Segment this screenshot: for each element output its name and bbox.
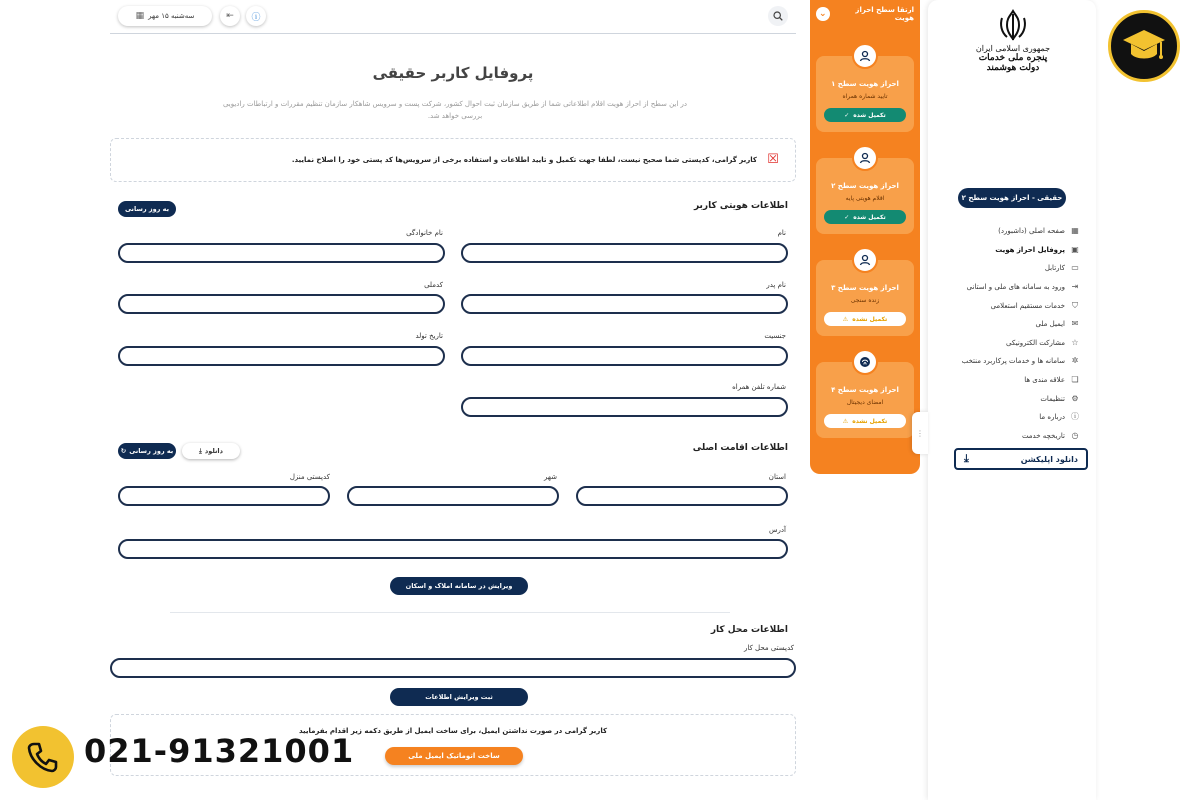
level-subtitle: امضای دیجیتال [846, 399, 884, 406]
level-status-button[interactable] [824, 108, 906, 122]
gender-label: جنسیت [764, 332, 786, 340]
bookmark-icon: ❏ [1071, 375, 1079, 385]
auth-level-badge: حقیقی - احراز هویت سطح ۲ [958, 188, 1066, 208]
sidebar-item-label: ایمیل ملی [1035, 320, 1065, 329]
email-info-text: کاربر گرامی در صورت نداشتن ایمیل، برای ساخت ایمیل از طریق دکمه زیر اقدام بفرمایید [298, 727, 608, 735]
apps-icon: ✲ [1071, 356, 1079, 366]
level-status-label: تکمیل شده [853, 111, 886, 119]
create-national-email-button[interactable] [385, 747, 523, 765]
id-card-icon: ▣ [1071, 244, 1079, 254]
submit-edit-button[interactable] [390, 688, 528, 706]
level-subtitle: اقلام هویتی پایه [845, 195, 885, 202]
level-subtitle: تایید شماره همراه [842, 93, 888, 100]
download-icon: ⤓ [964, 452, 969, 465]
home-postal-code-input[interactable] [118, 486, 330, 506]
sidebar-item-label: سامانه ها و خدمات پرکاربرد منتخب [961, 357, 1065, 366]
sidebar-item-label: ورود به سامانه های ملی و استانی [966, 283, 1065, 292]
level-title: احراز هویت سطح ۲ [831, 182, 899, 190]
sidebar-item-label: خدمات مستقیم استعلامی [990, 301, 1065, 310]
city-input[interactable] [347, 486, 559, 506]
phone-icon [26, 740, 60, 774]
postal-code-alert [110, 138, 796, 182]
graduation-cap-logo [1108, 10, 1180, 82]
birth-date-label: تاریخ تولد [415, 332, 443, 340]
residence-section-title: اطلاعات اقامت اصلی [692, 443, 788, 453]
iran-emblem-icon [996, 8, 1030, 42]
check-icon: ✓ [844, 213, 850, 221]
chevron-down-icon: ⌄ [816, 7, 830, 21]
sidebar-item-label: تاریخچه خدمت [1021, 431, 1065, 440]
edit-property-label: ویرایش در سامانه املاک و اسکان [405, 582, 513, 590]
update-label: به روز رسانی [129, 447, 174, 455]
father-name-label: نام پدر [766, 281, 786, 289]
sidebar-item-national-email[interactable] [948, 315, 1080, 334]
first-name-label: نام [777, 229, 786, 237]
sidebar-item-label: درباره ما [1039, 413, 1065, 422]
download-label: دانلود [204, 447, 223, 455]
mail-icon: ✉ [1071, 319, 1079, 329]
sidebar-item-label: صفحه اصلی (داشبورد) [998, 227, 1065, 236]
user-icon [852, 43, 878, 69]
address-label: آدرس [769, 526, 786, 534]
gear-icon: ⚙ [1071, 393, 1079, 403]
mobile-input[interactable] [461, 397, 788, 417]
history-icon: ◷ [1071, 430, 1079, 440]
login-icon: ⇥ [1071, 282, 1079, 292]
national-code-input[interactable] [118, 294, 445, 314]
logout-icon: ⇤ [226, 11, 234, 21]
check-icon: ✓ [844, 111, 850, 119]
sidebar-item-label: تنظیمات [1040, 394, 1065, 403]
sidebar-item-popular-services[interactable] [948, 352, 1080, 371]
level-card-1 [816, 56, 914, 132]
level-title: احراز هویت سطح ۳ [831, 284, 899, 292]
refresh-icon: ↻ [120, 447, 127, 455]
sidebar-item-about[interactable] [948, 408, 1080, 427]
search-button[interactable] [768, 6, 788, 26]
auth-levels-panel [810, 0, 920, 474]
update-label: به روز رسانی [124, 205, 170, 213]
address-input[interactable] [118, 539, 788, 559]
sidebar-item-e-participation[interactable] [948, 334, 1080, 353]
grip-icon: ⋮ [916, 428, 924, 438]
level-title: احراز هویت سطح ۴ [831, 386, 899, 394]
date-text: سه‌شنبه ۱۵ مهر [148, 12, 195, 20]
shield-icon: ⛉ [1072, 300, 1078, 310]
sidebar-item-national-systems[interactable] [948, 278, 1080, 297]
work-postal-code-input[interactable] [110, 658, 796, 678]
user-icon [852, 247, 878, 273]
levels-collapse-handle[interactable] [912, 412, 928, 454]
logout-button[interactable] [220, 6, 240, 26]
home-postal-code-label: کدپستی منزل [289, 473, 330, 481]
search-icon [773, 11, 783, 21]
identity-update-button[interactable] [118, 201, 176, 217]
work-postal-code-label: کدپستی محل کار [743, 644, 794, 652]
birth-date-input[interactable] [118, 346, 445, 366]
sidebar-item-cartable[interactable] [948, 259, 1080, 278]
gov-emblem-logo[interactable] [968, 8, 1058, 80]
calendar-icon: ▦ [135, 11, 145, 21]
sidebar-item-label: پروفایل احراز هویت [995, 245, 1065, 254]
levels-header[interactable] [816, 6, 914, 22]
create-email-label: ساخت اتوماتیک ایمیل ملی [408, 752, 500, 760]
national-code-label: کدملی [424, 281, 443, 289]
gender-input[interactable] [461, 346, 788, 366]
submit-edit-label: ثبت ویرایش اطلاعات [425, 693, 493, 701]
father-name-input[interactable] [461, 294, 788, 314]
level-status-label: تکمیل نشده [852, 417, 888, 425]
identity-section-title: اطلاعات هویتی کاربر [693, 201, 788, 211]
last-name-label: نام خانوادگی [406, 229, 443, 237]
level-card-2 [816, 158, 914, 234]
sidebar-item-dashboard[interactable] [948, 222, 1080, 241]
warning-icon: ⚠ [842, 315, 849, 323]
level-subtitle: زنده سنجی [850, 297, 880, 304]
section-divider [170, 612, 730, 613]
sidebar-item-service-history[interactable] [948, 427, 1080, 446]
sidebar-item-favorites[interactable] [948, 371, 1080, 390]
sidebar-item-label: مشارکت الکترونیکی [1006, 338, 1065, 347]
top-bar [110, 0, 796, 34]
phone-badge[interactable] [12, 726, 74, 788]
page-description: در این سطح از احراز هویت اقلام اطلاعاتی شما از طریق سازمان ثبت احوال کشور، شرکت پست و سرویس شاهکار سازمان تنظیم مقررات و ارتباطات رادیویی بررسی خواهد شد. [222, 100, 688, 120]
workplace-section-title: اطلاعات محل کار [710, 625, 788, 635]
level-status-button[interactable] [824, 312, 906, 326]
levels-header-title: ارتقا سطح احراز هویت [855, 6, 914, 22]
level-status-label: تکمیل شده [853, 213, 886, 221]
info-icon: ⓘ [1071, 412, 1079, 422]
download-icon: ⤓ [199, 446, 202, 455]
emblem-line-2: پنجره ملی خدمات دولت هوشمند [978, 53, 1048, 73]
page-title: پروفایل کاربر حقیقی [372, 64, 534, 82]
sidebar-item-label: علاقه مندی ها [1024, 376, 1065, 385]
emblem-line-1: جمهوری اسلامی ایران [975, 44, 1051, 53]
sidebar [928, 0, 1096, 800]
last-name-input[interactable] [118, 243, 445, 263]
sidebar-item-inquiry-services[interactable] [948, 296, 1080, 315]
edit-property-system-button[interactable] [390, 577, 528, 595]
download-app-label: دانلود اپلیکشن [1020, 454, 1078, 464]
mobile-label: شماره تلفن همراه [732, 383, 786, 391]
residence-download-button[interactable] [182, 443, 240, 459]
first-name-input[interactable] [461, 243, 788, 263]
support-phone-number[interactable]: 021-91321001 [84, 732, 355, 770]
sidebar-item-settings[interactable] [948, 389, 1080, 408]
level-status-button[interactable] [824, 210, 906, 224]
level-status-button[interactable] [824, 414, 906, 428]
level-card-4 [816, 362, 914, 438]
sidebar-menu [948, 222, 1080, 445]
inbox-icon: ▭ [1071, 263, 1079, 273]
fingerprint-icon [852, 349, 878, 375]
graduation-cap-icon [1121, 26, 1167, 66]
download-app-button[interactable] [954, 448, 1088, 470]
alert-text: کاربر گرامی، کدپستی شما صحیح نیست، لطفا جهت تکمیل و تایید اطلاعات و استفاده برخی از سرویس‌ها کد پستی خود را اصلاح نمایید. [291, 156, 757, 164]
info-icon: ⓘ [251, 12, 261, 23]
sidebar-item-label: کارتابل [1044, 264, 1065, 273]
city-label: شهر [544, 473, 557, 481]
star-icon: ☆ [1071, 337, 1079, 347]
province-label: استان [768, 473, 786, 481]
level-status-label: تکمیل نشده [852, 315, 888, 323]
warning-icon: ⚠ [842, 417, 849, 425]
user-icon [852, 145, 878, 171]
grid-icon: ▦ [1071, 226, 1079, 236]
error-close-icon: ☒ [767, 152, 779, 167]
level-title: احراز هویت سطح ۱ [831, 80, 899, 88]
help-button[interactable] [246, 6, 266, 26]
level-card-3 [816, 260, 914, 336]
sidebar-item-auth-profile[interactable] [948, 241, 1080, 260]
date-display [118, 6, 212, 26]
residence-update-button[interactable] [118, 443, 176, 459]
province-input[interactable] [576, 486, 788, 506]
